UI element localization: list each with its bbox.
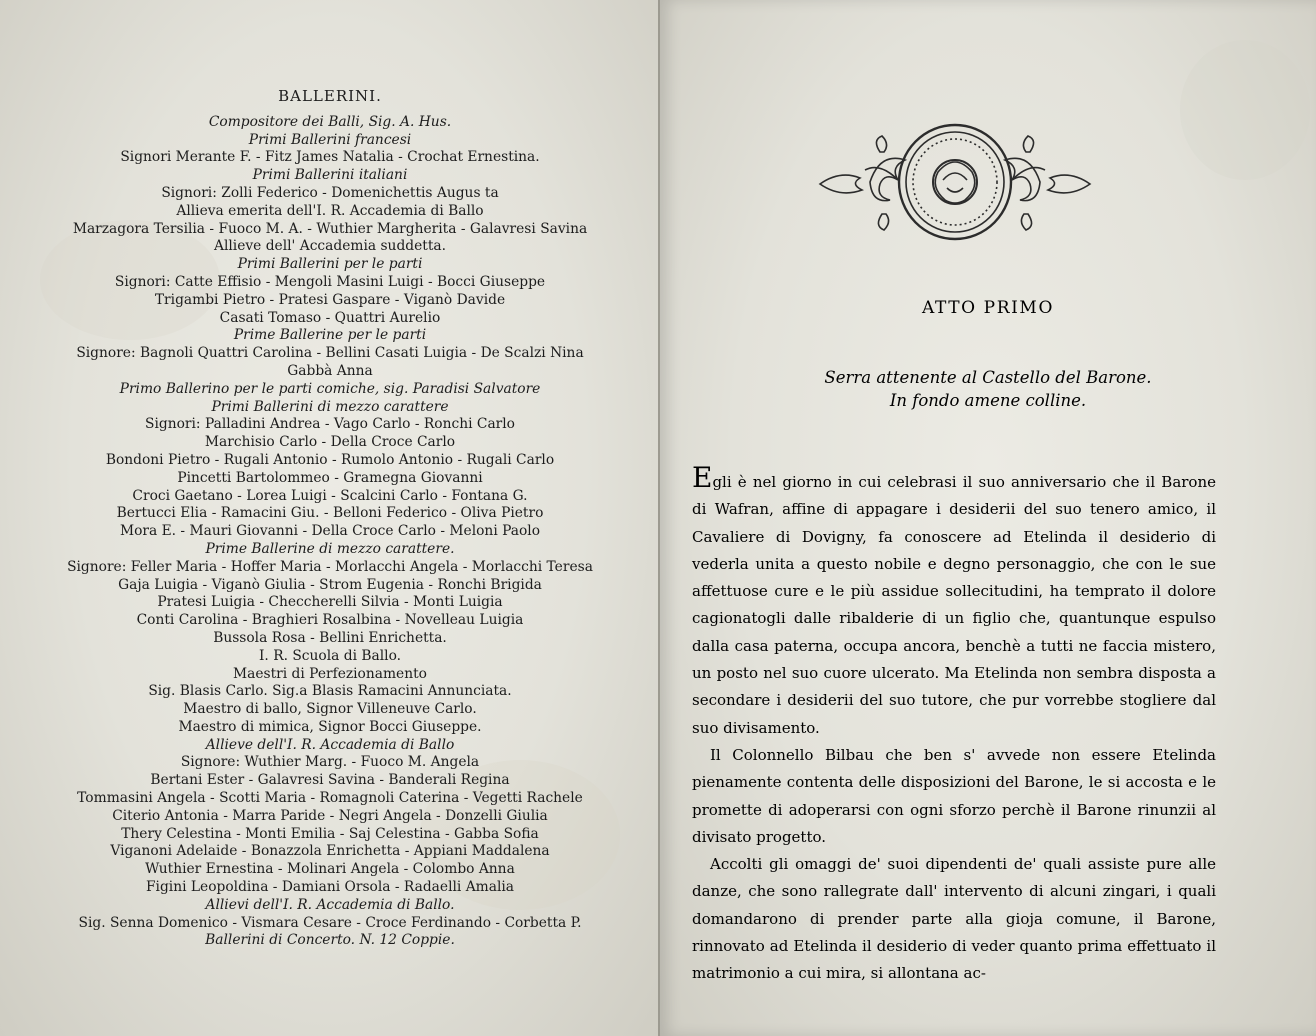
cast-line: Signore: Wuthier Marg. - Fuoco M. Angela (180, 754, 480, 771)
act-title: ATTO PRIMO (922, 298, 1054, 318)
cast-line: Compositore dei Balli, Sig. A. Hus. (208, 113, 452, 130)
cast-line: Croci Gaetano - Lorea Luigi - Scalcini Carlo - Fontana G. (132, 487, 528, 504)
cast-line: I. R. Scuola di Ballo. (258, 647, 402, 664)
cast-line: Signori: Catte Effisio - Mengoli Masini Luigi - Bocci Giuseppe (114, 273, 546, 290)
cast-line: Signore: Bagnoli Quattri Carolina - Bellini Casati Luigia - De Scalzi Nina (76, 345, 584, 362)
cast-line: Sig. Senna Domenico - Vismara Cesare - Croce Ferdinando - Corbetta P. (78, 914, 582, 931)
cast-list (0, 88, 660, 950)
cast-line: Figini Leopoldina - Damiani Orsola - Radaelli Amalia (145, 879, 515, 896)
scene-line: Serra attenente al Castello del Barone. (824, 368, 1152, 387)
cast-line: Citerio Antonia - Marra Paride - Negri Angela - Donzelli Giulia (112, 807, 548, 824)
cast-line: Maestro di mimica, Signor Bocci Giuseppe. (178, 718, 482, 735)
paragraph-text: gli è nel giorno in cui celebrasi il suo anniversario che il Barone di Wafran, affine di appagare i desiderii del suo tenero amico, il Cavaliere di Dovigny, fa conoscere ad Etelinda il desiderio di vederla unita a questo nobile e degno personaggio, che con le sue affettuose cure e le più assidue sollecitudini, ha temprato il dolore cagionatogli dalle ribalderie di un figlio che, quantunque espulso dalla casa paterna, occupa ancora, benchè a tutti ne faccia mistero, un posto nel suo cuore ulcerato. Ma Etelinda non sembra disposta a secondare i desiderii del suo tutore, che pur vorrebbe stogliere dal suo divisamento. (692, 473, 1216, 737)
paragraph: Il Colonnello Bilbau che ben s' avvede non essere Etelinda pienamente contenta delle disposizioni del Barone, le si accosta e le promette di adoperarsi con ogni sforzo perchè il Barone rinunzii al divisato progetto. (692, 745, 1216, 846)
cast-line: Gabbà Anna (287, 362, 373, 379)
cast-line: Signori: Palladini Andrea - Vago Carlo - Ronchi Carlo (145, 416, 515, 433)
cast-line: Primi Ballerini francesi (248, 131, 412, 148)
cast-line: Wuthier Ernestina - Molinari Angela - Colombo Anna (145, 861, 515, 878)
cast-line: Casati Tomaso - Quattri Aurelio (219, 309, 441, 326)
cast-lines (0, 114, 660, 950)
cast-line: Mora E. - Mauri Giovanni - Della Croce Carlo - Meloni Paolo (119, 523, 541, 540)
cast-line: Prime Ballerine per le parti (233, 327, 427, 344)
cast-line: Allievi dell'I. R. Accademia di Ballo. (205, 896, 455, 913)
cast-line: Bertucci Elia - Ramacini Giu. - Belloni Federico - Oliva Pietro (116, 505, 544, 522)
cast-line: Marchisio Carlo - Della Croce Carlo (204, 434, 456, 451)
cast-line: Maestri di Perfezionamento (233, 665, 427, 682)
cast-line: Marzagora Tersilia - Fuoco M. A. - Wuthier Margherita - Galavresi Savina (72, 220, 588, 237)
cast-line: Conti Carolina - Braghieri Rosalbina - Novelleau Luigia (136, 612, 524, 629)
cast-line: Tommasini Angela - Scotti Maria - Romagnoli Caterina - Vegetti Rachele (77, 790, 583, 807)
cast-line: Sig. Blasis Carlo. Sig.a Blasis Ramacini Annunciata. (148, 683, 512, 700)
cast-line: Primi Ballerini per le parti (237, 256, 423, 273)
cast-heading: BALLERINI. (278, 87, 382, 105)
cast-line: Pratesi Luigia - Checcherelli Silvia - Monti Luigia (157, 594, 503, 611)
scene-line: In fondo amene colline. (889, 391, 1087, 410)
cast-line: Prime Ballerine di mezzo carattere. (205, 540, 455, 557)
paper-stain (1180, 40, 1310, 180)
cast-line: Pincetti Bartolommeo - Gramegna Giovanni (177, 469, 483, 486)
paragraph (692, 461, 1216, 742)
cast-line: Signore: Feller Maria - Hoffer Maria - Morlacchi Angela - Morlacchi Teresa (67, 558, 593, 575)
drop-cap: E (692, 461, 713, 494)
floral-rosette-icon (810, 122, 1100, 244)
cast-line: Signori: Zolli Federico - Domenichettis Augus ta (161, 184, 499, 201)
cast-line: Ballerini di Concerto. N. 12 Coppie. (205, 932, 455, 949)
cast-line: Thery Celestina - Monti Emilia - Saj Celestina - Gabba Sofia (121, 825, 539, 842)
cast-line: Maestro di ballo, Signor Villeneuve Carlo. (183, 701, 477, 718)
cast-line: Primi Ballerini italiani (252, 167, 408, 184)
cast-line: Bussola Rosa - Bellini Enrichetta. (213, 629, 447, 646)
cast-line: Bertani Ester - Galavresi Savina - Banderali Regina (150, 772, 510, 789)
cast-line: Trigambi Pietro - Pratesi Gaspare - Viganò Davide (154, 291, 506, 308)
cast-line: Bondoni Pietro - Rugali Antonio - Rumolo Antonio - Rugali Carlo (105, 451, 555, 468)
cast-line: Allieva emerita dell'I. R. Accademia di Ballo (176, 202, 484, 219)
cast-line: Signori Merante F. - Fitz James Natalia - Crochat Ernestina. (120, 149, 540, 166)
scene-description (660, 366, 1316, 412)
cast-line: Allieve dell'I. R. Accademia di Ballo (205, 736, 455, 753)
libretto-text (692, 461, 1216, 988)
cast-line: Gaja Luigia - Viganò Giulia - Strom Eugenia - Ronchi Brigida (118, 576, 542, 593)
paragraph: Accolti gli omaggi de' suoi dipendenti de' quali assiste pure alle danze, che sono rallegrate dall' intervento di alcuni zingari, i quali domandarono di prender parte alla gioja comune, il Barone, rinnovato ad Etelinda il desiderio di veder quanto prima effettuato il matrimonio a cui mira, si allontana ac- (692, 855, 1216, 983)
cast-line: Viganoni Adelaide - Bonazzola Enrichetta - Appiani Maddalena (110, 843, 550, 860)
cast-line: Primi Ballerini di mezzo carattere (211, 398, 449, 415)
cast-line: Allieve dell' Accademia suddetta. (214, 238, 446, 255)
cast-line: Primo Ballerino per le parti comiche, sig. Paradisi Salvatore (119, 380, 541, 397)
